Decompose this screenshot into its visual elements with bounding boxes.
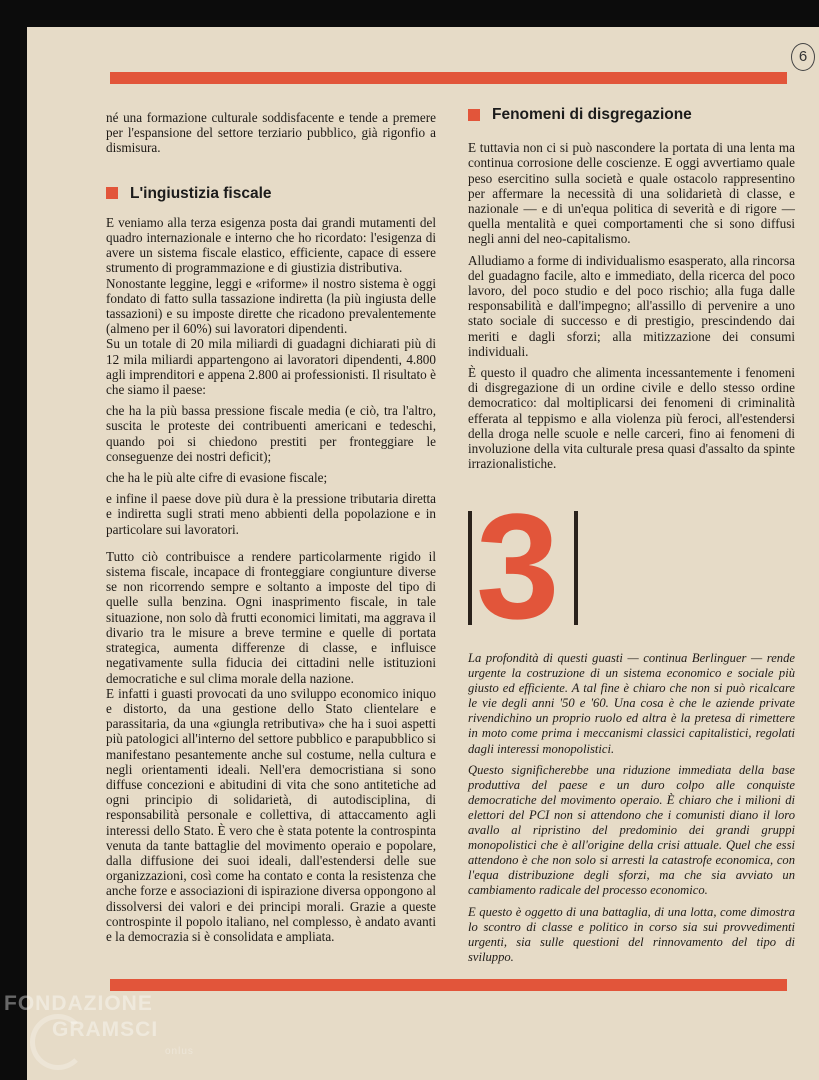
body-paragraph: Su un totale di 20 mila miliardi di guadagni dichiarati più di 12 mila miliardi appartengono ai lavoratori dipendenti, 4.800 agli imprenditori e appena 2.800 ai professionisti. Il risultato è che siamo il paese: — [106, 336, 436, 398]
heading-text: Fenomeni di disgregazione — [492, 106, 692, 123]
right-column — [468, 107, 795, 477]
italic-paragraph: Questo significherebbe una riduzione immediata della base produttiva del paese e un duro colpo alle conquiste democratiche del movimento operaio. È chiaro che i milioni di elettori del PCI non si attendono che i comunisti diano il loro avallo al ripristino del predominio dei grandi gruppi monopolistici che è all'origine della crisi attuale. Quel che essi attendono è che non solo si arresti la catastrofe economica, con l'equa distribuzione degli sforzi, ma che sia avviato un cambiamento radicale del processo economico. — [468, 762, 795, 898]
left-column — [106, 110, 436, 944]
body-paragraph: E tuttavia non ci si può nascondere la portata di una lenta ma continua corrosione delle coscienze. E oggi avvertiamo quale peso esercitino sulla società e quale ostacolo rappresentino per affermare la necessità di una solidarietà di classe, e nazionale — e di un'equa politica di severità e di rigore — quella mentalità e quei comportamenti che si sono diffusi negli anni del neo-capitalismo. — [468, 140, 795, 247]
red-square-bullet — [468, 109, 480, 121]
big-number: 3 — [476, 482, 560, 650]
body-paragraph: Tutto ciò contribuisce a rendere particolarmente rigido il sistema fiscale, incapace di fronteggiare congiunture diverse se non ricorrendo sempre e soltanto a imposte del tipo di quelle sulla benzina. Ogni inasprimento fiscale, in tale situazione, non solo dà frutti economici limitati, ma aggrava il divario tra le misure a breve termine e quelle di portata strategica, aumenta differenze di classe, e influisce negativamente sulla fiducia dei cittadini nelle istituzioni democratiche e sul clima morale della nazione. — [106, 548, 436, 686]
section-number-3 — [468, 482, 583, 650]
watermark-line3: onlus — [165, 1046, 194, 1057]
italic-column — [468, 651, 795, 971]
list-paragraph: che ha le più alte cifre di evasione fiscale; — [106, 470, 328, 486]
body-paragraph: Nonostante leggine, leggi e «riforme» il nostro sistema è oggi fondato di fatto sulla tassazione indiretta (la più ingiusta delle tassazioni) e su imposte dirette che ricadono prevalentemente (almeno per il 60%) sui lavoratori dipendenti. — [106, 275, 436, 337]
section-heading-disintegration — [468, 107, 795, 122]
body-paragraph: Alludiamo a forme di individualismo esasperato, alla rincorsa del guadagno facile, alto e immediato, della ricerca del poco lavoro, del poco studio e del poco rischio; alla fuga dalle responsabilità e dall'impegno; all'assillo di pervenire a uno stato sociale di successo e di prestigio, prescindendo dai meriti e dagli sforzi; alla mitizzazione dei consumi individuali. — [468, 252, 795, 359]
section-heading-fiscal-injustice — [106, 186, 436, 201]
intro-paragraph: né una formazione culturale soddisfacente e tende a premere per l'espansione del settore terziario pubblico, già rigonfio a dismisura. — [106, 110, 436, 156]
italic-paragraph: E questo è oggetto di una battaglia, di una lotta, come dimostra lo scontro di classe e politico in corso sia sui provvedimenti urgenti, sia sulle questioni del rinnovamento del tipo di sviluppo. — [468, 904, 795, 964]
body-paragraph: E veniamo alla terza esigenza posta dai grandi mutamenti del quadro internazionale e interno che ho ricordato: l'esigenza di avere un sistema fiscale elastico, efficiente, capace di essere strumento di programmazione e di giustizia distributiva. — [106, 214, 436, 276]
body-paragraph: È questo il quadro che alimenta incessantemente i fenomeni di disgregazione di un ordine civile e dello stesso ordine democratico: dal moltiplicarsi dei fenomeni di criminalità efferata al teppismo e alla violenza più feroci, all'estendersi della droga nelle scuole e nelle carceri, fino ai fenomeni di involuzione della vita culturale presa quasi d'assalto da spinte irrazionalistiche. — [468, 365, 795, 472]
page-number: 6 — [791, 43, 815, 71]
watermark-logo — [0, 990, 220, 1080]
italic-paragraph: La profondità di questi guasti — continua Berlinguer — rende urgente la costruzione di un sistema economico e sociale più giusto ed efficiente. A tal fine è chiaro che non si può ricalcare le vie degli anni '50 e '60. Una cosa è che le aziende private rivendichino un proprio ruolo ed altra è la pretesa di rimettere in moto come prima i meccanismi classici capitalistici, regolati dagli interessi monopolistici. — [468, 651, 795, 756]
list-paragraph: e infine il paese dove più dura è la pressione tributaria diretta e indiretta sugli strati meno abbienti della popolazione e in particolare sui lavoratori. — [106, 491, 436, 537]
top-red-rule — [110, 72, 787, 84]
watermark-line1: FONDAZIONE — [4, 992, 153, 1015]
red-square-bullet — [106, 187, 118, 199]
heading-text: L'ingiustizia fiscale — [130, 184, 272, 202]
magazine-page — [27, 27, 819, 1080]
left-vertical-rule — [468, 511, 472, 625]
body-paragraph: E infatti i guasti provocati da uno sviluppo economico iniquo e distorto, da una gestione dello Stato clientelare e parassitaria, da una «giungla retributiva» che ha i suoi aspetti più patologici all'interno del settore pubblico e parapubblico si manifestano pesantemente anche sul costume, nella cultura e negli orientamenti ideali. Nell'era democristiana si sono diffuse concezioni e abitudini di vita che sono antitetiche ad ogni principio di solidarietà, di autodisciplina, di responsabilità personale e collettiva, di attaccamento agli interessi dello Stato. È vero che è stata potente la controspinta venuta da tante battaglie del movimento operaio e popolare, dalla diffusione dei suoi ideali, dall'estendersi delle sue organizzazioni, così come ha contato e conta la resistenza che anche forze e associazioni di ispirazione diversa oppongono al dissolversi dei valori e dei principi morali. Grazie a queste controspinte il popolo italiano, nel complesso, è andato avanti e la democrazia si è consolidata e ampliata. — [106, 685, 436, 944]
right-vertical-rule — [574, 511, 578, 625]
list-paragraph: che ha la più bassa pressione fiscale media (e ciò, tra l'altro, suscita le proteste dei contribuenti americani e tedeschi, quando poi si chiedono prestiti per fronteggiare le conseguenze dei nostri deficit); — [106, 403, 436, 464]
watermark-line2: GRAMSCI — [52, 1018, 159, 1041]
